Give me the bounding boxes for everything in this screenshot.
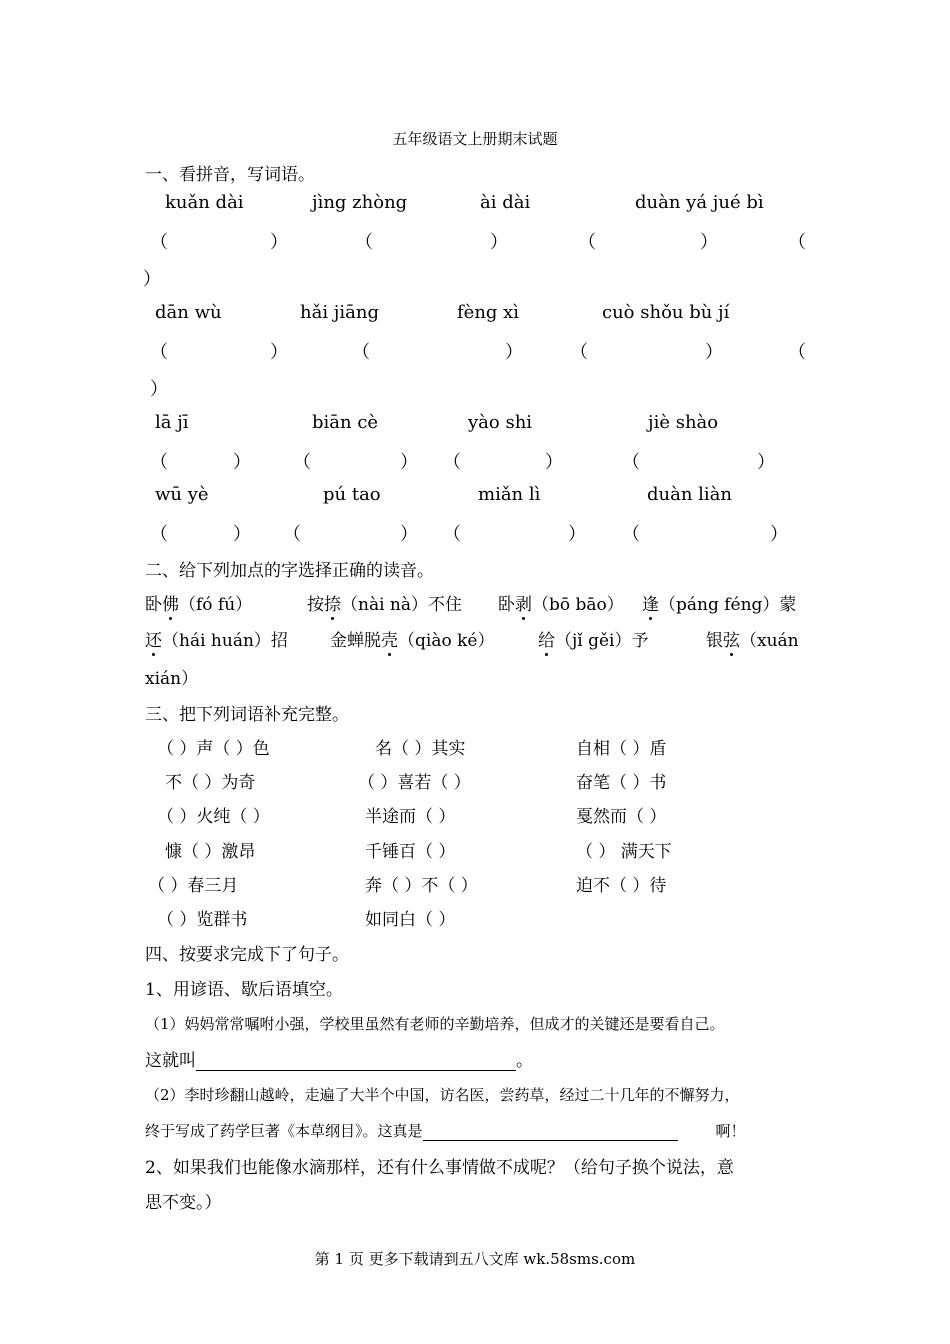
pinyin: jiè shào	[648, 412, 719, 433]
answer-paren: ）	[400, 452, 418, 473]
answer-paren: （	[788, 342, 806, 363]
answer-paren: ）	[490, 232, 508, 253]
section2-heading: 二、给下列加点的字选择正确的读音。	[145, 561, 434, 581]
idiom-item: 半途而（ ）	[365, 807, 456, 827]
question-1: 1、用谚语、歇后语填空。	[145, 980, 343, 1000]
answer-paren: ）	[700, 232, 718, 253]
answer-paren: （	[293, 452, 311, 473]
idiom-item: 迫不（ ）待	[576, 876, 667, 896]
answer-paren: ）	[568, 524, 586, 545]
question-1-1-answer-line: 这就叫 。	[145, 1051, 533, 1071]
answer-paren: （	[355, 232, 373, 253]
question-1-1-text: （1）妈妈常常嘱咐小强，学校里虽然有老师的辛勤培养，但成才的关键还是要看自己。	[145, 1015, 725, 1033]
idiom-item: 奔（ ）不（ ）	[365, 876, 478, 896]
pinyin: miǎn lì	[478, 484, 541, 505]
reading-item: 银弦（xuán	[706, 626, 799, 651]
idiom-item: 千锤百（ ）	[365, 842, 456, 862]
idiom-item: （ ）览群书	[157, 910, 248, 930]
reading-item: 卧剥（bō bāo）	[498, 590, 624, 615]
answer-paren: （	[578, 232, 596, 253]
pinyin: duàn yá jué bì	[635, 192, 764, 213]
idiom-item: 不（ ）为奇	[165, 773, 256, 793]
answer-paren: （	[443, 452, 461, 473]
answer-paren: （	[443, 524, 461, 545]
reading-item: 金蝉脱壳（qiào ké）	[330, 626, 494, 651]
section4-heading: 四、按要求完成下了句子。	[145, 945, 349, 965]
idiom-item: 慷（ ）激昂	[165, 842, 256, 862]
reading-item: 还（hái huán）招	[145, 626, 288, 651]
answer-paren: （	[150, 232, 168, 253]
idiom-item: （ ）春三月	[148, 876, 239, 896]
section3-heading: 三、把下列词语补充完整。	[145, 705, 349, 725]
answer-blank	[196, 1052, 516, 1071]
reading-item: 给（jǐ gěi）予	[538, 626, 649, 651]
answer-paren: ）	[770, 524, 788, 545]
idiom-item: （ ）喜若（ ）	[358, 773, 471, 793]
page-title: 五年级语文上册期末试题	[392, 130, 558, 148]
answer-paren: ）	[400, 524, 418, 545]
answer-paren: （	[352, 342, 370, 363]
answer-paren: （	[788, 232, 806, 253]
answer-paren: ）	[757, 452, 775, 473]
answer-blank	[423, 1122, 678, 1141]
idiom-item: 名（ ）其实	[375, 739, 466, 759]
answer-paren: ）	[270, 342, 288, 363]
answer-paren: ）	[233, 524, 251, 545]
idiom-item: （ ）火纯（ ）	[157, 807, 270, 827]
pinyin: yào shi	[468, 412, 533, 433]
question-1-2-answer-line: 终于写成了药学巨著《本草纲目》。这真是 啊！	[145, 1122, 746, 1140]
idiom-item: 奋笔（ ）书	[576, 773, 667, 793]
question-2-text: 2、如果我们也能像水滴那样，还有什么事情做不成呢？（给句子换个说法，意	[145, 1158, 734, 1178]
answer-paren: （	[570, 342, 588, 363]
pinyin: pú tao	[323, 484, 381, 505]
reading-item: 按捺（nài nà）不住	[307, 590, 462, 615]
pinyin: fèng xì	[457, 302, 520, 323]
question-1-2-text: （2）李时珍翻山越岭，走遍了大半个中国，访名医，尝药草，经过二十几年的不懈努力，	[145, 1086, 740, 1104]
idiom-item: （ ）声（ ）色	[157, 739, 270, 759]
answer-paren: ）	[233, 452, 251, 473]
pinyin: jìng zhòng	[312, 192, 408, 213]
answer-paren: ）	[545, 452, 563, 473]
pinyin: ài dài	[480, 192, 531, 213]
pinyin: biān cè	[312, 412, 379, 433]
answer-paren: ）	[270, 232, 288, 253]
pinyin: dān wù	[155, 302, 222, 323]
idiom-item: 如同白（ ）	[365, 910, 456, 930]
answer-paren: （	[150, 452, 168, 473]
answer-paren: （	[622, 452, 640, 473]
answer-paren: （	[283, 524, 301, 545]
pinyin: duàn liàn	[647, 484, 732, 505]
reading-item: 逢（páng féng）蒙	[642, 590, 796, 615]
answer-paren: ）	[143, 269, 161, 290]
pinyin: hǎi jiāng	[300, 302, 379, 323]
pinyin: kuǎn dài	[165, 192, 244, 213]
idiom-item: 自相（ ）盾	[576, 739, 667, 759]
answer-paren: ）	[705, 342, 723, 363]
pinyin: lā jī	[155, 412, 189, 433]
idiom-item: （ ） 满天下	[576, 842, 672, 862]
pinyin: cuò shǒu bù jí	[602, 302, 730, 323]
pinyin: wū yè	[155, 484, 209, 505]
answer-paren: （	[150, 524, 168, 545]
idiom-item: 戛然而（ ）	[576, 807, 667, 827]
reading-item: 卧佛（fó fú）	[145, 590, 252, 615]
reading-item: xián）	[145, 669, 199, 689]
answer-paren: ）	[505, 342, 523, 363]
answer-paren: ）	[150, 379, 168, 400]
section1-heading: 一、看拼音，写词语。	[145, 165, 315, 185]
answer-paren: （	[150, 342, 168, 363]
question-2-text-cont: 思不变。）	[145, 1193, 222, 1213]
answer-paren: （	[622, 524, 640, 545]
page-footer: 第 1 页 更多下载请到五八文库 wk.58sms.com	[314, 1250, 636, 1268]
